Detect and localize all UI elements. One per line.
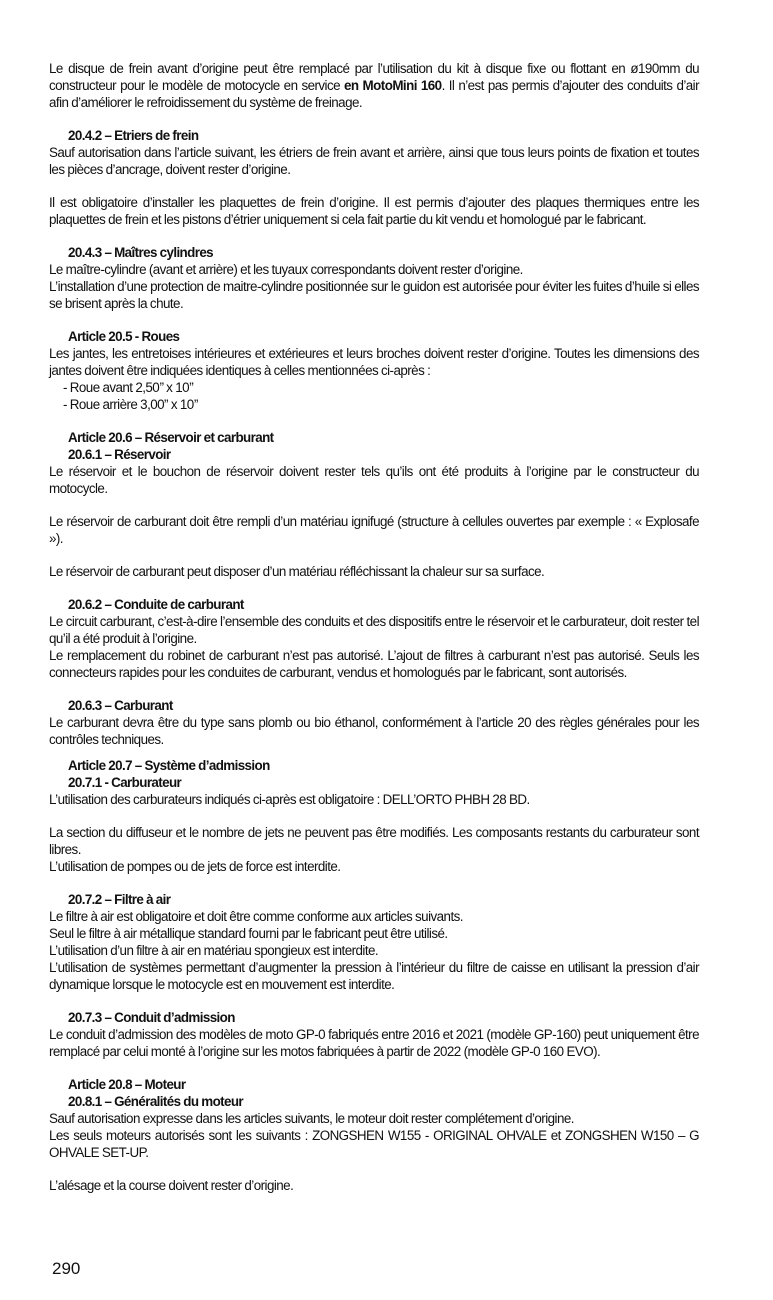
intro-paragraph: Le disque de frein avant d’origine peut être remplacé par l’utilisation du kit à disque fixe ou flottant en ø190mm du constructeur pour le modèle de motocycle en service en MotoMini 160. Il n’est pas permis d’ajouter des conduits d’air afin d’améliorer le refroidissement du système de freinage.	[49, 61, 699, 110]
article-heading-20-7: Article 20.7 – Système d’admission	[68, 758, 270, 773]
paragraph: Le réservoir de carburant doit être rempli d’un matériau ignifugé (structure à cellules ouvertes par exemple : « Explosafe »).	[49, 514, 699, 546]
section-heading-20-7-3: 20.7.3 – Conduit d’admission	[68, 1010, 235, 1025]
section-heading-20-8-1: 20.8.1 – Généralités du moteur	[68, 1094, 244, 1109]
article-heading-20-6: Article 20.6 – Réservoir et carburant	[68, 430, 274, 445]
section-heading-20-4-2: 20.4.2 – Etriers de frein	[68, 128, 199, 143]
paragraph: Il est obligatoire d’installer les plaquettes de frein d’origine. Il est permis d’ajouter des plaques thermiques entre les plaquettes de frein et les pistons d’étrier uniquement si cela fait partie du kit vendu et homologué par le fabricant.	[49, 195, 699, 227]
paragraph: L’utilisation de pompes ou de jets de force est interdite.	[49, 859, 341, 874]
paragraph: Les seuls moteurs autorisés sont les suivants : ZONGSHEN W155 - ORIGINAL OHVALE et ZONGSHEN W150 – G OHVALE SET-UP.	[49, 1128, 699, 1160]
paragraph: Le filtre à air est obligatoire et doit être comme conforme aux articles suivants.	[49, 909, 463, 924]
document-page	[49, 60, 699, 1194]
list-item: - Roue avant 2,50’’ x 10’’	[63, 380, 194, 395]
section-heading-20-4-3: 20.4.3 – Maîtres cylindres	[68, 245, 214, 260]
paragraph: Seul le filtre à air métallique standard fourni par le fabricant peut être utilisé.	[49, 926, 448, 941]
model-name: en MotoMini 160	[344, 78, 442, 93]
section-heading-20-7-1: 20.7.1 - Carburateur	[68, 775, 182, 790]
paragraph: Sauf autorisation dans l’article suivant, les étriers de frein avant et arrière, ainsi que tous leurs points de fixation et toutes les pièces d’ancrage, doivent rester d’origine.	[49, 145, 699, 177]
section-heading-20-6-1: 20.6.1 – Réservoir	[68, 447, 171, 462]
paragraph: Le conduit d’admission des modèles de moto GP-0 fabriqués entre 2016 et 2021 (modèle GP-160) peut uniquement être remplacé par celui monté à l’origine sur les motos fabriquées à partir de 2022 (modèle GP-0 160 EVO).	[49, 1027, 699, 1059]
paragraph: Le réservoir de carburant peut disposer d’un matériau réfléchissant la chaleur sur sa surface.	[49, 564, 545, 579]
section-heading-20-6-3: 20.6.3 – Carburant	[68, 698, 173, 713]
paragraph: Le carburant devra être du type sans plomb ou bio éthanol, conformément à l’article 20 des règles générales pour les contrôles techniques.	[49, 715, 699, 747]
section-heading-20-7-2: 20.7.2 – Filtre à air	[68, 892, 171, 907]
paragraph: Le maître-cylindre (avant et arrière) et les tuyaux correspondants doivent rester d’origine.	[49, 262, 523, 277]
paragraph: L’installation d’une protection de maitre-cylindre positionnée sur le guidon est autorisée pour éviter les fuites d’huile si elles se brisent après la chute.	[49, 279, 699, 311]
paragraph: L’utilisation des carburateurs indiqués ci-après est obligatoire : DELL’ORTO PHBH 28 BD.	[49, 792, 530, 807]
paragraph: Les jantes, les entretoises intérieures et extérieures et leurs broches doivent rester d’origine. Toutes les dimensions des jantes doivent être indiquées identiques à celles mentionnées ci-après :	[49, 346, 699, 378]
section-heading-20-6-2: 20.6.2 – Conduite de carburant	[68, 597, 244, 612]
paragraph: Sauf autorisation expresse dans les articles suivants, le moteur doit rester complétement d’origine.	[49, 1111, 574, 1126]
article-heading-20-8: Article 20.8 – Moteur	[68, 1077, 186, 1092]
paragraph: Le réservoir et le bouchon de réservoir doivent rester tels qu’ils ont été produits à l’origine par le constructeur du motocycle.	[49, 464, 699, 496]
article-heading-20-5: Article 20.5 - Roues	[68, 329, 180, 344]
paragraph: L’utilisation de systèmes permettant d’augmenter la pression à l’intérieur du filtre de caisse en utilisant la pression d’air dynamique lorsque le motocycle est en mouvement est interdite.	[49, 960, 699, 992]
paragraph: Le remplacement du robinet de carburant n’est pas autorisé. L’ajout de filtres à carburant n’est pas autorisé. Seuls les connecteurs rapides pour les conduites de carburant, vendus et homologués par le fabricant, sont autorisés.	[49, 648, 699, 680]
paragraph: L’utilisation d’un filtre à air en matériau spongieux est interdite.	[49, 943, 379, 958]
paragraph: Le circuit carburant, c’est-à-dire l’ensemble des conduits et des dispositifs entre le réservoir et le carburateur, doit rester tel qu’il a été produit à l’origine.	[49, 614, 699, 646]
list-item: - Roue arrière 3,00” x 10’’	[63, 397, 199, 412]
page-number: 290	[52, 1259, 81, 1278]
paragraph: L’alésage et la course doivent rester d’origine.	[49, 1178, 294, 1193]
paragraph: La section du diffuseur et le nombre de jets ne peuvent pas être modifiés. Les composants restants du carburateur sont libres.	[49, 825, 699, 857]
